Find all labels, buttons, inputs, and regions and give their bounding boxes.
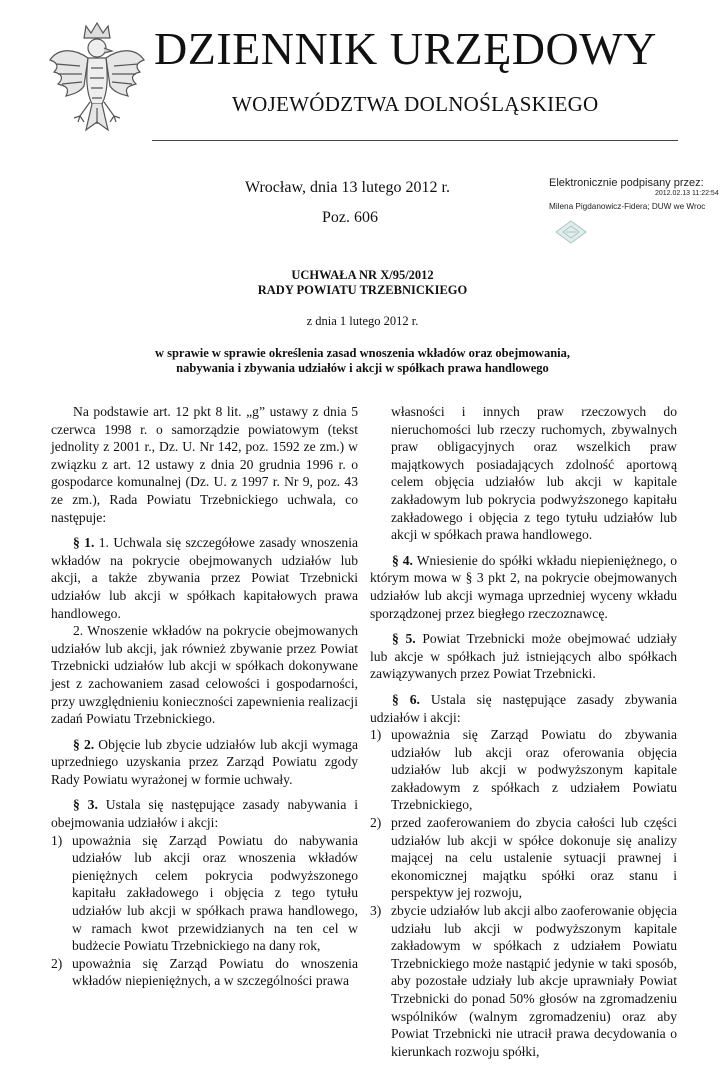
section-2-mark: § 2. xyxy=(73,736,95,752)
masthead-subtitle: WOJEWÓDZTWA DOLNOŚLĄSKIEGO xyxy=(232,92,599,116)
section-4-mark: § 4. xyxy=(392,552,413,568)
list-item-number: 2) xyxy=(370,815,382,831)
masthead-title: DZIENNIK URZĘDOWY xyxy=(154,23,657,74)
signature-label: Elektronicznie podpisany przez: xyxy=(549,177,704,189)
list-item xyxy=(370,726,677,814)
electronic-signature-block xyxy=(549,177,725,247)
section-1-paragraph-2: 2. Wnoszenie wkładów na pokrycie obejmowanych udziałów lub akcji, jak również zbywanie przez Powiat Trzebnicki udziałów lub akcji w spółkach dokonywane jest z zachowaniem zasad celowości i gospodarności, przy uwzględnieniu konieczności zapewnienia realizacji zadań Powiatu Trzebnickiego. xyxy=(51,623,358,727)
resolution-number: UCHWAŁA NR X/95/2012 xyxy=(291,268,434,282)
section-5-paragraph xyxy=(370,630,677,683)
section-1-text: 1. Uchwala się szczegółowe zasady wnoszenia wkładów na pokrycie obejmowanych udziałów lub akcji, a także zbywania przez Powiat Trzebnicki udziałów lub akcji w spółkach kapitałowych prawa handlowego. xyxy=(51,535,359,621)
position-number: Poz. 606 xyxy=(322,209,378,226)
section-3-mark: § 3. xyxy=(73,797,98,813)
masthead-divider xyxy=(152,140,678,141)
section-4-text: Wniesienie do spółki wkładu niepieniężnego, o którym mowa w § 3 pkt 2, na pokrycie obejmowanych udziałów lub akcji wymaga uprzedniej wyceny wkładu sporządzonej przez biegłego rzeczoznawcę. xyxy=(370,552,677,621)
list-item-number: 3) xyxy=(370,903,382,919)
resolution-subject-line-2: nabywania i zbywania udziałów i akcji w spółkach prawa handlowego xyxy=(176,361,549,375)
section-2-paragraph xyxy=(51,736,358,789)
resolution-council: RADY POWIATU TRZEBNICKIEGO xyxy=(257,283,468,297)
section-4-paragraph xyxy=(370,552,677,622)
section-3-intro: Ustala się następujące zasady nabywania i obejmowania udziałów i akcji: xyxy=(51,797,359,831)
list-item-text: upoważnia się Zarząd Powiatu do nabywania udziałów lub akcji oraz wnoszenia wkładów pieniężnych celem pokrycia podwyższonego kapitału zakładowego i objęcia z tego tytułu udziałów lub akcji w spółkach prawa handlowego, w ramach kwot przewidzianych na ten cel w budżecie Powiatu Trzebnickiego na dany rok, xyxy=(72,832,358,954)
list-item-number: 1) xyxy=(370,727,382,743)
section-3-item-2-continued: własności i innych praw rzeczowych do nieruchomości lub rzeczy ruchomych, zbywalnych praw obligacyjnych oraz wszelkich praw majątkowych posiadających zdolność aportową celem objęcia udziałów lub akcji w kapitale zakładowym lub pokrycia podwyższonego kapitału zakładowego i objęcia z tego tytułu udziałów lub akcji w spółkach prawa handlowego. xyxy=(391,404,677,543)
resolution-subject xyxy=(0,346,725,376)
list-item-text: zbycie udziałów lub akcji albo zaoferowanie objęcia udziału lub akcji w podwyższonym kapitale zakładowym w spółkach z udziałem Powiatu Trzebnickiego może nastąpić jedynie w taki sposób, aby pozostałe udziały lub akcje uprawniały Powiat Trzebnicki do ponad 50% głosów na zgromadzeniu wspólników (walnym zgromadzeniu) oraz aby Powiat Trzebnicki nie utracił prawa decydowania o kierunkach rozwoju spółki, xyxy=(391,903,677,1059)
signature-signer: Milena Pigdanowicz-Fidera; DUW we Wroc xyxy=(549,202,706,211)
white-eagle-emblem-icon xyxy=(44,18,150,142)
resolution-subject-line-1: w sprawie w sprawie określenia zasad wnoszenia wkładów oraz obejmowania, xyxy=(154,346,571,360)
list-item-text: przed zaoferowaniem do zbycia całości lub części udziałów lub akcji w spółce dokonuje się analizy mającej na celu ustalenie sytuacji prawnej i ekonomicznej majątku spółki oraz stanu i perspektyw jej rozwoju, xyxy=(391,815,677,901)
section-3-paragraph xyxy=(51,796,358,831)
signature-timestamp: 2012.02.13 11:22:54 xyxy=(655,190,719,197)
list-item-text: upoważnia się Zarząd Powiatu do zbywania udziałów lub akcji oraz oferowania objęcia udziałów lub akcji w podwyższonym kapitale zakładowym z spółkach z udziałem Powiatu Trzebnickiego, xyxy=(391,727,677,813)
preamble: Na podstawie art. 12 pkt 8 lit. „g” ustawy z dnia 5 czerwca 1998 r. o samorządzie powiatowym (tekst jednolity z 2001 r., Dz. U. Nr 142, poz. 1592 ze zm.) w związku z art. 12 ustawy z dnia 20 grudnia 1996 r. o gospodarce komunalnej (Dz. U. z 1997 r. Nr 9, poz. 43 ze zm.), Rada Powiatu Trzebnickiego uchwala, co następuje: xyxy=(51,404,358,525)
section-2-text: Objęcie lub zbycie udziałów lub akcji wymaga uprzedniego uzyskania przez Zarząd Powiatu zgody Rady Powiatu wyrażonej w formie uchwały. xyxy=(51,736,359,787)
resolution-title xyxy=(0,268,725,298)
section-6-paragraph xyxy=(370,691,677,726)
place-date: Wrocław, dnia 13 lutego 2012 r. xyxy=(245,179,450,196)
list-item xyxy=(51,832,358,955)
section-5-text: Powiat Trzebnicki może obejmować udziały lub akcje w spółkach już istniejących albo spółkach zawiązywanych przez Powiat Trzebnicki. xyxy=(370,631,677,682)
text-column-left xyxy=(51,403,358,996)
list-item xyxy=(51,955,358,990)
section-6-intro: Ustala się następujące zasady zbywania udziałów i akcji: xyxy=(370,691,678,725)
section-6-mark: § 6. xyxy=(392,691,420,707)
list-item-number: 2) xyxy=(51,955,63,971)
text-column-right xyxy=(370,403,677,1066)
section-3-list xyxy=(51,832,358,990)
section-1-paragraph-1 xyxy=(51,534,358,622)
section-1-mark: § 1. xyxy=(73,535,95,551)
section-6-list xyxy=(370,726,677,1060)
section-5-mark: § 5. xyxy=(392,631,416,647)
list-item xyxy=(370,902,677,1060)
list-item-text: upoważnia się Zarząd Powiatu do wnoszenia wkładów niepieniężnych, a w szczególności prawa xyxy=(72,955,358,989)
list-item xyxy=(370,814,677,902)
signature-seal-icon xyxy=(554,219,588,245)
list-item-number: 1) xyxy=(51,832,63,848)
resolution-date: z dnia 1 lutego 2012 r. xyxy=(306,314,419,328)
